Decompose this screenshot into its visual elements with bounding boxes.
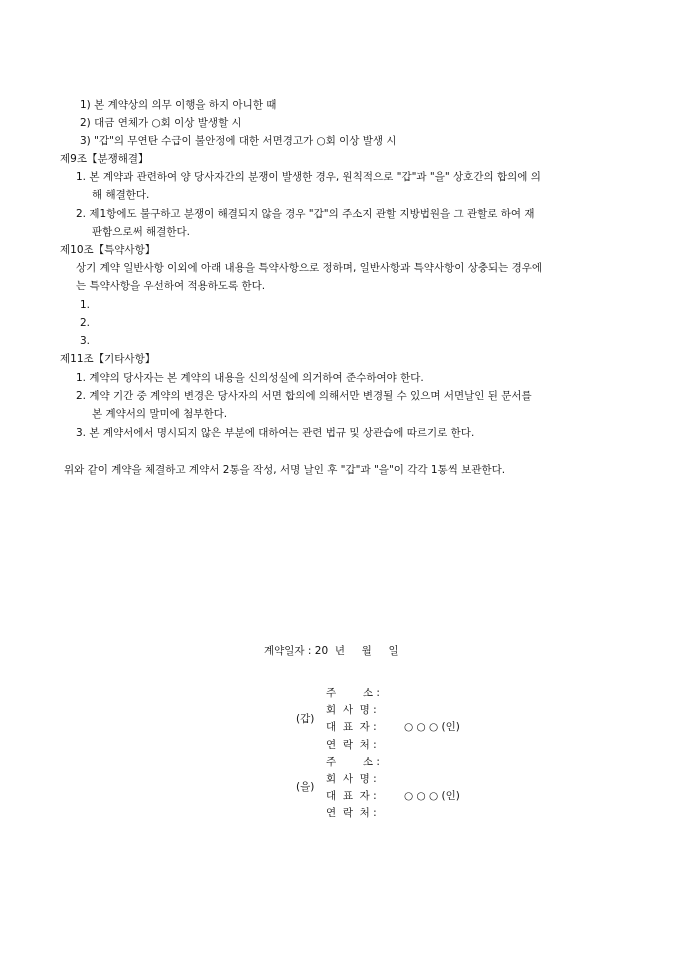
item-continuation: 본 계약서의 말미에 첨부한다. — [92, 408, 228, 420]
item-number: 3) — [80, 135, 91, 147]
party-field-representative: 대 표 자 : — [326, 790, 377, 802]
closing-statement: 위와 같이 계약을 체결하고 계약서 2통을 작성, 서명 날인 후 "갑"과 "을"이 각각 1통씩 보관한다. — [64, 464, 506, 476]
article-9-item — [76, 205, 535, 223]
item-text: 본 계약과 관련하여 양 당사자간의 분쟁이 발생한 경우, 원칙적으로 "갑"과 "을" 상호간의 합의에 의 — [89, 171, 541, 183]
signature-seal: ○ ○ ○ (인) — [404, 790, 460, 802]
item-number: 1. — [76, 372, 87, 384]
item-number: 3. — [76, 427, 87, 439]
item-text: "갑"의 무연탄 수급이 불안정에 대한 서면경고가 ○회 이상 발생 시 — [94, 135, 397, 147]
article-11-item — [76, 424, 474, 442]
special-clause-item: 2. — [80, 317, 91, 329]
article-9-heading: 제9조【분쟁해결】 — [60, 153, 149, 165]
item-continuation: 해 해결한다. — [92, 189, 150, 201]
article-10-heading: 제10조【특약사항】 — [60, 244, 156, 256]
item-number: 1. — [76, 171, 87, 183]
article-11-item — [76, 369, 424, 387]
item-continuation: 판함으로써 해결한다. — [92, 226, 190, 238]
item-text: 제1항에도 불구하고 분쟁이 해결되지 않을 경우 "갑"의 주소지 관할 지방법원을 그 관할로 하여 재 — [89, 208, 535, 220]
contract-date: 계약일자 : 20 년 월 일 — [264, 645, 399, 657]
item-number: 1) — [80, 99, 91, 111]
item-text: 대금 연체가 ○회 이상 발생할 시 — [94, 117, 242, 129]
prior-item — [80, 132, 397, 150]
party-label-gap: (갑) — [296, 713, 315, 725]
party-field-company: 회 사 명 : — [326, 773, 377, 785]
item-text: 본 계약상의 의무 이행을 하지 아니한 때 — [94, 99, 277, 111]
item-text: 본 계약서에서 명시되지 않은 부분에 대하여는 관련 법규 및 상관습에 따르기로 한다. — [89, 427, 475, 439]
article-9-item — [76, 168, 541, 186]
article-11-item — [76, 387, 532, 405]
special-clause-item: 3. — [80, 335, 91, 347]
prior-item — [80, 96, 276, 114]
item-text: 계약의 당사자는 본 계약의 내용을 신의성실에 의거하여 준수하여야 한다. — [89, 372, 424, 384]
special-clause-item: 1. — [80, 299, 91, 311]
party-field-contact: 연 락 처 : — [326, 807, 377, 819]
item-number: 2) — [80, 117, 91, 129]
party-label-eul: (을) — [296, 781, 315, 793]
party-field-representative: 대 표 자 : — [326, 721, 377, 733]
article-10-text: 상기 계약 일반사항 이외에 아래 내용을 특약사항으로 정하며, 일반사항과 특약사항이 상충되는 경우에 — [76, 262, 543, 274]
item-number: 2. — [76, 390, 87, 402]
item-number: 2. — [76, 208, 87, 220]
article-11-heading: 제11조【기타사항】 — [60, 353, 156, 365]
item-text: 계약 기간 중 계약의 변경은 당사자의 서면 합의에 의해서만 변경될 수 있으며 서면날인 된 문서를 — [89, 390, 532, 402]
party-field-company: 회 사 명 : — [326, 704, 377, 716]
signature-seal: ○ ○ ○ (인) — [404, 721, 460, 733]
party-field-contact: 연 락 처 : — [326, 739, 377, 751]
prior-item — [80, 114, 242, 132]
party-field-address: 주 소 : — [326, 756, 380, 768]
article-10-text: 는 특약사항을 우선하여 적용하도록 한다. — [76, 280, 266, 292]
party-field-address: 주 소 : — [326, 687, 380, 699]
